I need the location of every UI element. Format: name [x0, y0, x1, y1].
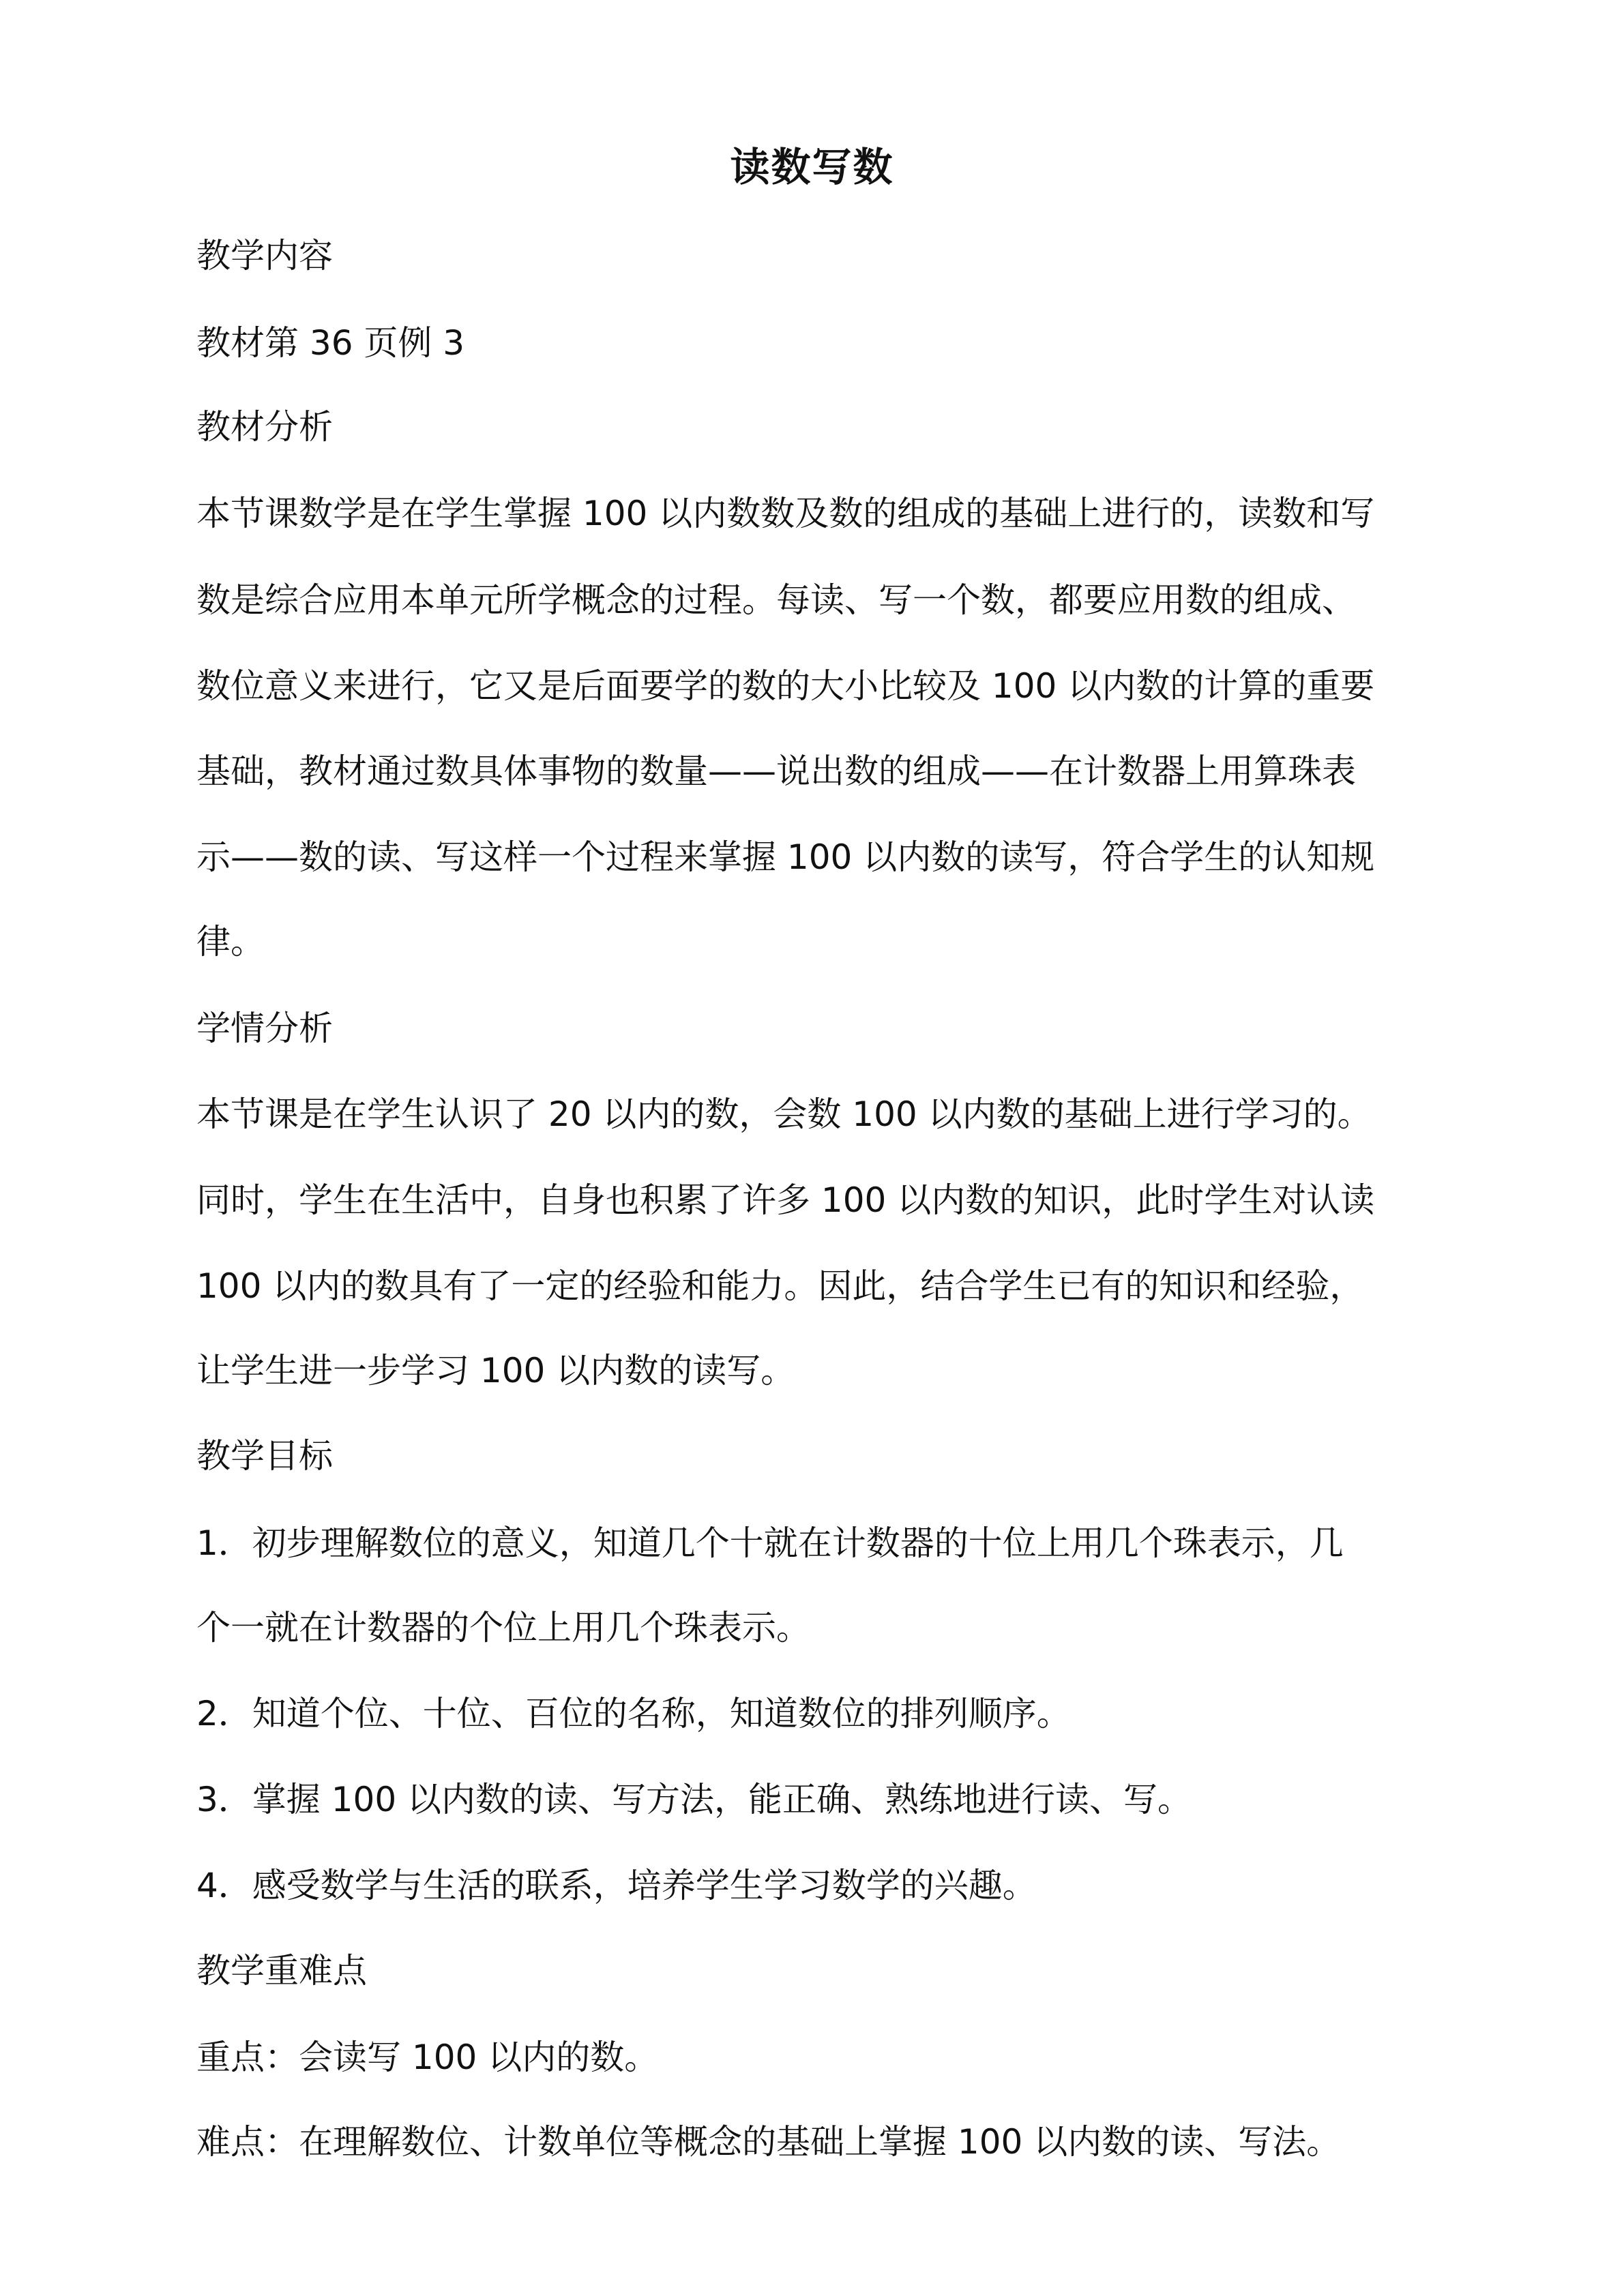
paragraph-line: 数是综合应用本单元所学概念的过程。每读、写一个数，都要应用数的组成、 — [196, 580, 1356, 620]
heading-student-analysis: 学情分析 — [196, 1009, 333, 1048]
paragraph-line: 律。 — [196, 922, 265, 961]
heading-key-points: 教学重难点 — [196, 1951, 367, 1991]
heading-material-analysis: 教材分析 — [196, 407, 333, 447]
paragraph-line: 本节课是在学生认识了 20 以内的数，会数 100 以内数的基础上进行学习的。 — [196, 1094, 1372, 1134]
document-title: 读数写数 — [730, 144, 894, 190]
paragraph-line: 数位意义来进行，它又是后面要学的数的大小比较及 100 以内数的计算的重要 — [196, 666, 1375, 706]
heading-teaching-goals: 教学目标 — [196, 1436, 333, 1476]
goal-item-continued: 个一就在计数器的个位上用几个珠表示。 — [196, 1608, 810, 1648]
paragraph-line: 本节课数学是在学生掌握 100 以内数数及数的组成的基础上进行的，读数和写 — [196, 494, 1375, 533]
key-point-line: 重点：会读写 100 以内的数。 — [196, 2038, 659, 2077]
goal-item: 4．感受数学与生活的联系，培养学生学习数学的兴趣。 — [196, 1866, 1037, 1905]
difficulty-line: 难点：在理解数位、计数单位等概念的基础上掌握 100 以内数的读、写法。 — [196, 2122, 1341, 2162]
paragraph-line: 同时，学生在生活中，自身也积累了许多 100 以内数的知识，此时学生对认读 — [196, 1180, 1375, 1220]
paragraph-line: 100 以内的数具有了一定的经验和能力。因此，结合学生已有的知识和经验， — [196, 1266, 1364, 1306]
heading-teaching-content: 教学内容 — [196, 236, 333, 275]
paragraph-line: 让学生进一步学习 100 以内数的读写。 — [196, 1351, 795, 1390]
goal-item: 3．掌握 100 以内数的读、写方法，能正确、熟练地进行读、写。 — [196, 1780, 1192, 1819]
goal-item: 1．初步理解数位的意义，知道几个十就在计数器的十位上用几个珠表示，几 — [196, 1523, 1344, 1563]
paragraph-line: 基础，教材通过数具体事物的数量——说出数的组成——在计数器上用算珠表 — [196, 751, 1356, 791]
goal-item: 2．知道个位、十位、百位的名称，知道数位的排列顺序。 — [196, 1694, 1071, 1733]
text-line: 教材第 36 页例 3 — [196, 323, 465, 363]
paragraph-line: 示——数的读、写这样一个过程来掌握 100 以内数的读写，符合学生的认知规 — [196, 837, 1375, 877]
